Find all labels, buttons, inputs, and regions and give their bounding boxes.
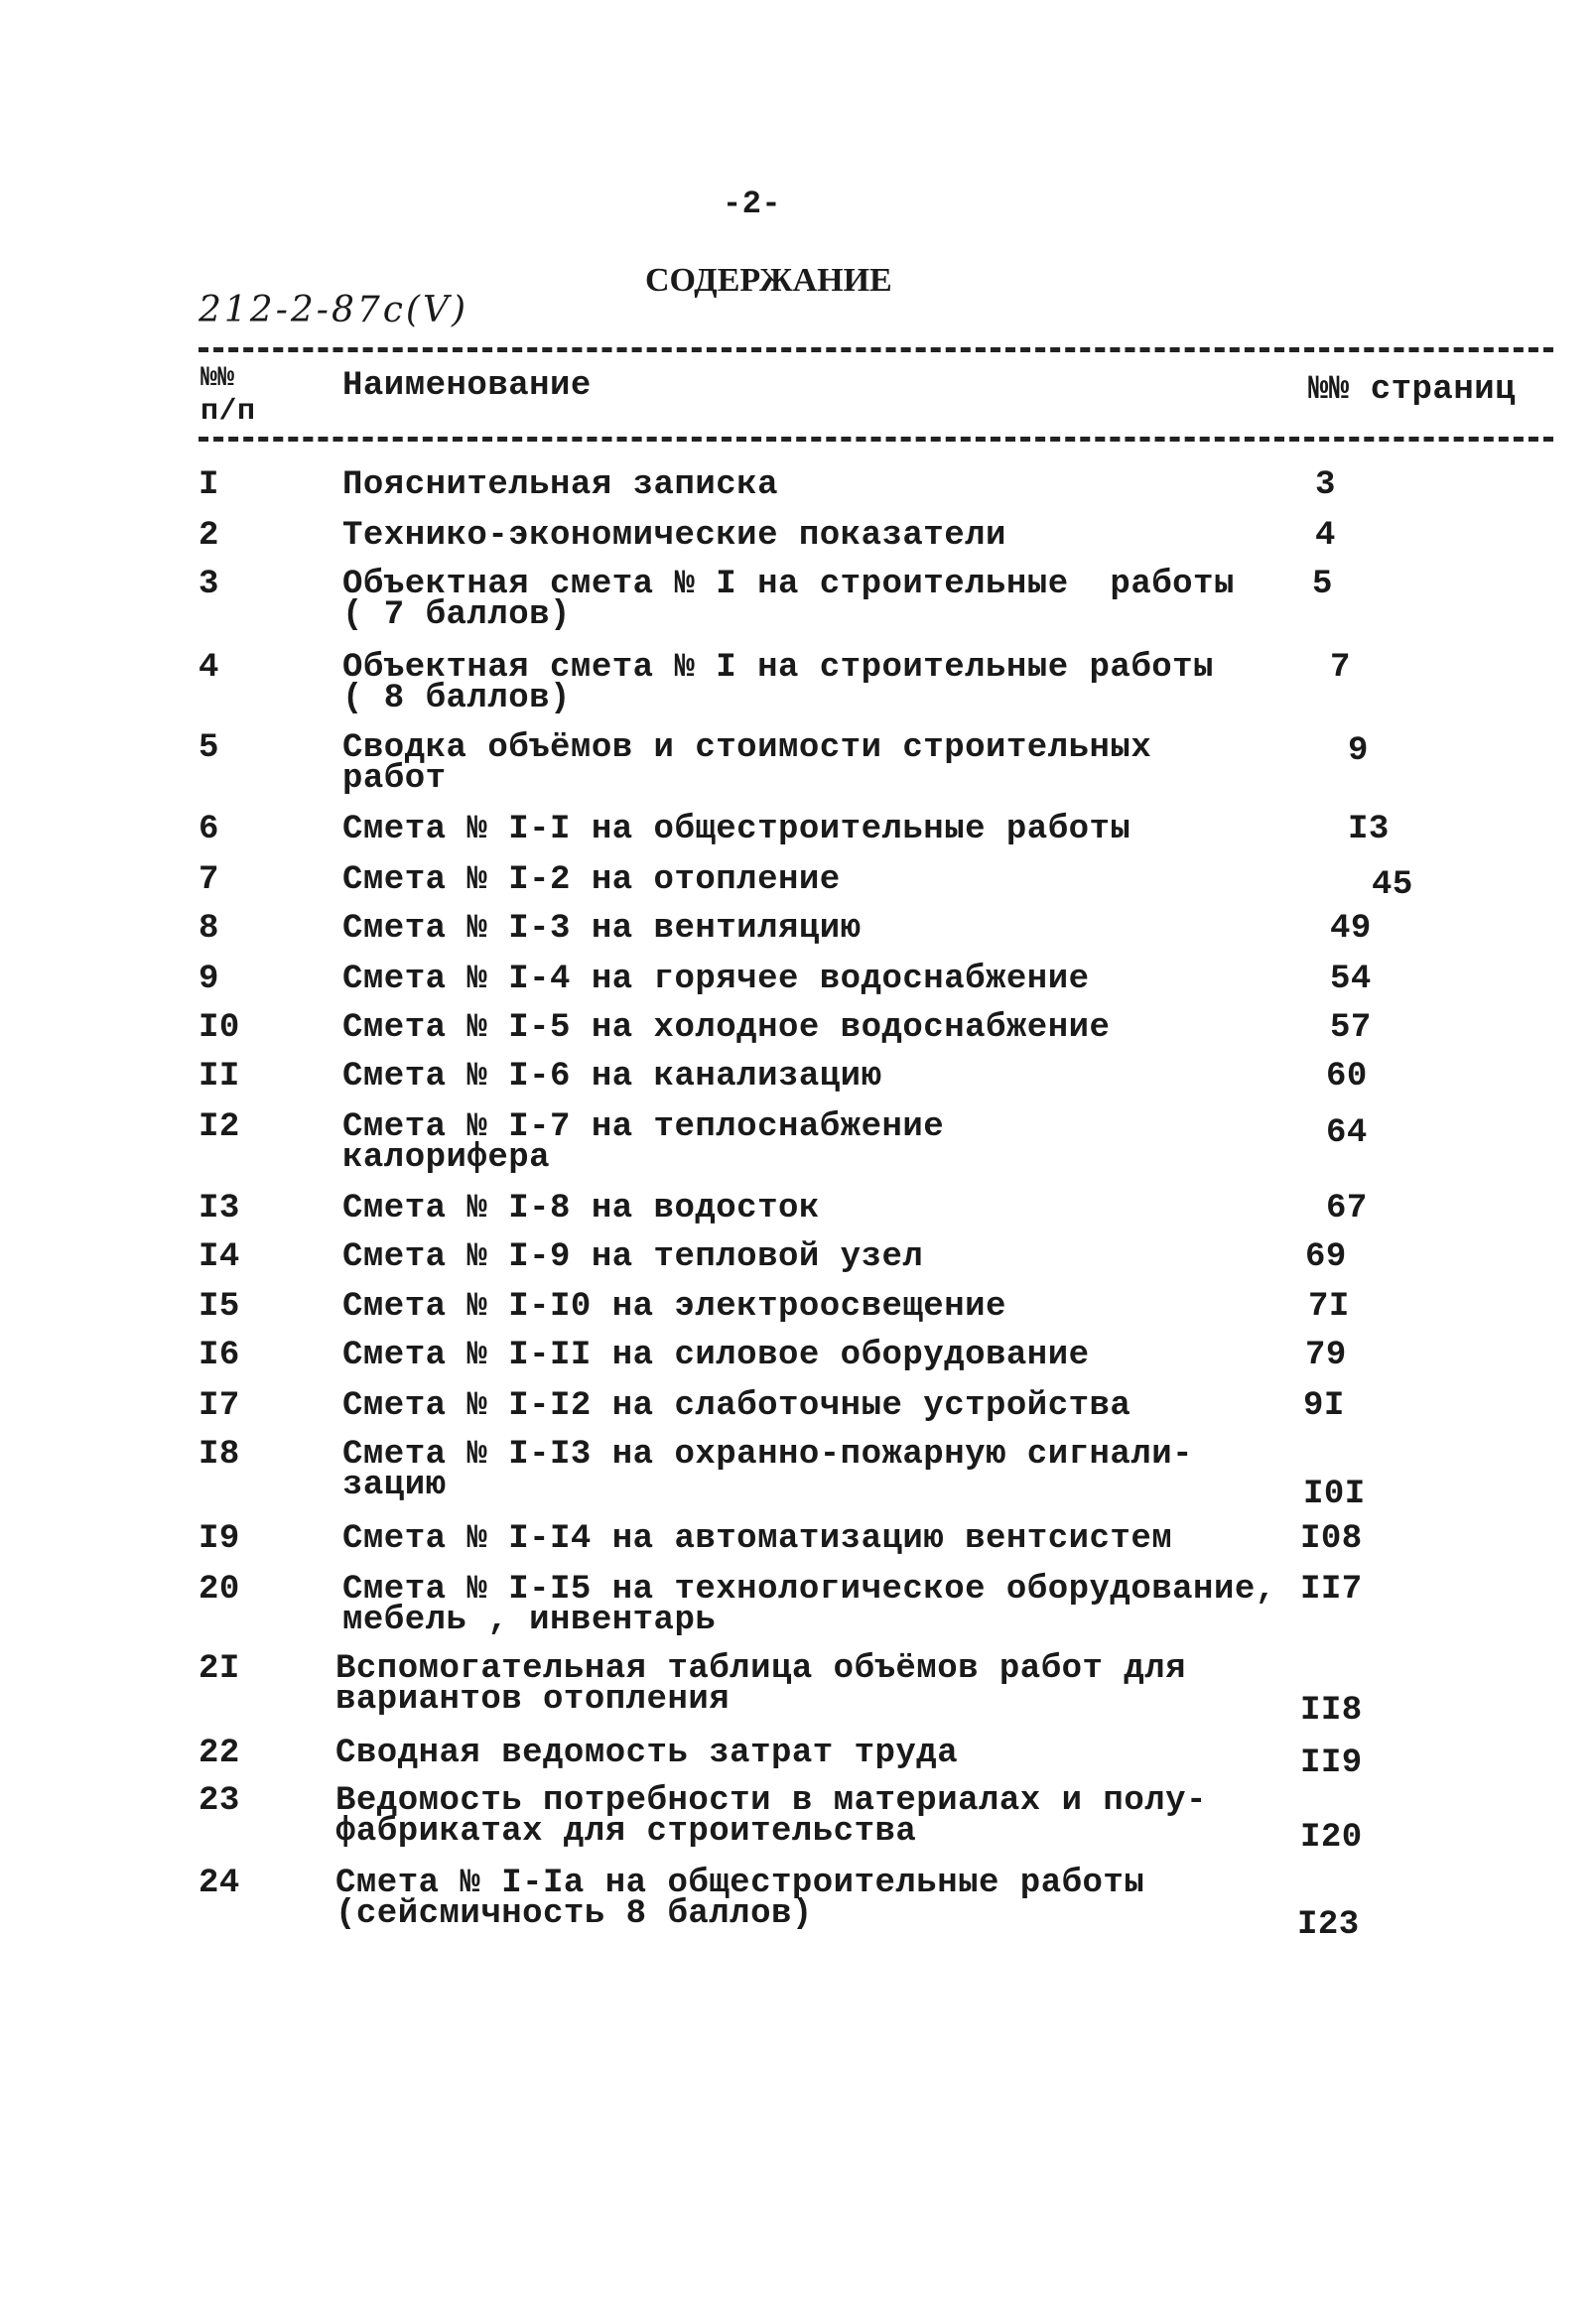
item-name: Объектная смета № I на строительные работы ( 8 баллов) bbox=[342, 649, 1214, 717]
item-name: Смета № I-I3 на охранно-пожарную сигнали- зацию bbox=[342, 1436, 1194, 1504]
item-number: I9 bbox=[199, 1520, 240, 1558]
item-page: 3 bbox=[1315, 466, 1336, 504]
item-name: Смета № I-6 на канализацию bbox=[342, 1058, 882, 1096]
item-number: 20 bbox=[199, 1571, 240, 1609]
item-page: I23 bbox=[1297, 1906, 1360, 1944]
item-page: 64 bbox=[1326, 1114, 1368, 1152]
item-page: 4 bbox=[1315, 517, 1336, 555]
item-name: Смета № I-I5 на технологическое оборудование, мебель , инвентарь bbox=[342, 1571, 1276, 1639]
item-number: 9 bbox=[199, 961, 219, 998]
handwritten-doc-code: 212-2-87с(V) bbox=[199, 290, 469, 330]
item-name: Смета № I-8 на водосток bbox=[342, 1190, 820, 1227]
item-name: Смета № I-9 на тепловой узел bbox=[342, 1238, 924, 1276]
item-number: I3 bbox=[199, 1190, 240, 1227]
item-page: 69 bbox=[1305, 1238, 1347, 1276]
item-name: Смета № I-I4 на автоматизацию вентсистем bbox=[342, 1520, 1173, 1558]
item-page: 54 bbox=[1330, 961, 1372, 998]
item-name: Смета № I-I0 на электроосвещение bbox=[342, 1288, 1006, 1326]
item-number: 23 bbox=[199, 1782, 240, 1820]
item-page: I20 bbox=[1300, 1819, 1363, 1857]
item-page: I3 bbox=[1348, 811, 1390, 848]
item-number: 3 bbox=[199, 566, 219, 603]
item-page: 7I bbox=[1308, 1288, 1350, 1326]
item-number: 2 bbox=[199, 517, 219, 555]
item-number: 6 bbox=[199, 811, 219, 848]
item-name: Объектная смета № I на строительные работы ( 7 баллов) bbox=[342, 566, 1235, 634]
item-number: 5 bbox=[199, 729, 219, 767]
item-name: Смета № I-4 на горячее водоснабжение bbox=[342, 961, 1090, 998]
item-number: I6 bbox=[199, 1337, 240, 1374]
item-page: 49 bbox=[1330, 910, 1372, 948]
divider-top bbox=[199, 347, 1553, 352]
item-name: Сводная ведомость затрат труда bbox=[335, 1735, 959, 1772]
item-number: I5 bbox=[199, 1288, 240, 1326]
item-number: I7 bbox=[199, 1387, 240, 1425]
item-page: 57 bbox=[1330, 1009, 1372, 1047]
item-name: Пояснительная записка bbox=[342, 466, 778, 504]
item-page: II7 bbox=[1300, 1571, 1363, 1609]
item-number: 24 bbox=[199, 1865, 240, 1902]
item-page: 79 bbox=[1305, 1337, 1347, 1374]
item-page: I08 bbox=[1300, 1520, 1363, 1558]
item-number: 22 bbox=[199, 1735, 240, 1772]
item-name: Смета № I-I2 на слаботочные устройства bbox=[342, 1387, 1131, 1425]
item-name: Смета № I-II на силовое оборудование bbox=[342, 1337, 1090, 1374]
header-pages-label: №№ страниц bbox=[1308, 371, 1517, 409]
header-name-label: Наименование bbox=[342, 367, 592, 405]
item-page: 5 bbox=[1312, 566, 1333, 603]
item-number: I8 bbox=[199, 1436, 240, 1474]
item-page: 7 bbox=[1330, 649, 1351, 687]
item-name: Вспомогательная таблица объёмов работ для вариантов отопления bbox=[335, 1650, 1187, 1719]
item-number: 8 bbox=[199, 910, 219, 948]
item-number: 2I bbox=[199, 1650, 240, 1688]
item-number: II bbox=[199, 1058, 240, 1096]
item-page: 45 bbox=[1372, 866, 1413, 904]
item-number: I0 bbox=[199, 1009, 240, 1047]
item-page: II9 bbox=[1300, 1744, 1363, 1782]
item-number: I2 bbox=[199, 1108, 240, 1146]
item-name: Смета № I-3 на вентиляцию bbox=[342, 910, 862, 948]
item-name: Сводка объёмов и стоимости строительных работ bbox=[342, 729, 1152, 798]
page-title: СОДЕРЖАНИЕ bbox=[645, 262, 892, 299]
item-number: I4 bbox=[199, 1238, 240, 1276]
item-page: 60 bbox=[1326, 1058, 1368, 1096]
item-number: 7 bbox=[199, 861, 219, 899]
item-name: Технико-экономические показатели bbox=[342, 517, 1006, 555]
header-num-label-2: п/п bbox=[200, 395, 256, 429]
item-number: 4 bbox=[199, 649, 219, 687]
header-num-label: №№ bbox=[200, 363, 235, 394]
item-name: Смета № I-2 на отопление bbox=[342, 861, 841, 899]
item-page: I0I bbox=[1303, 1476, 1366, 1513]
item-name: Смета № I-5 на холодное водоснабжение bbox=[342, 1009, 1111, 1047]
item-name: Смета № I-Iа на общестроительные работы (сейсмичность 8 баллов) bbox=[335, 1865, 1145, 1933]
divider-header-bottom bbox=[199, 437, 1553, 442]
item-name: Смета № I-I на общестроительные работы bbox=[342, 811, 1131, 848]
item-page: 9 bbox=[1348, 732, 1369, 770]
item-name: Ведомость потребности в материалах и полу- фабрикатах для строительства bbox=[335, 1782, 1207, 1851]
item-page: II8 bbox=[1300, 1692, 1363, 1730]
item-name: Смета № I-7 на теплоснабжение калорифера bbox=[342, 1108, 945, 1177]
item-page: 9I bbox=[1303, 1387, 1345, 1425]
item-page: 67 bbox=[1326, 1190, 1368, 1227]
item-number: I bbox=[199, 466, 219, 504]
page-number: -2- bbox=[723, 186, 782, 222]
